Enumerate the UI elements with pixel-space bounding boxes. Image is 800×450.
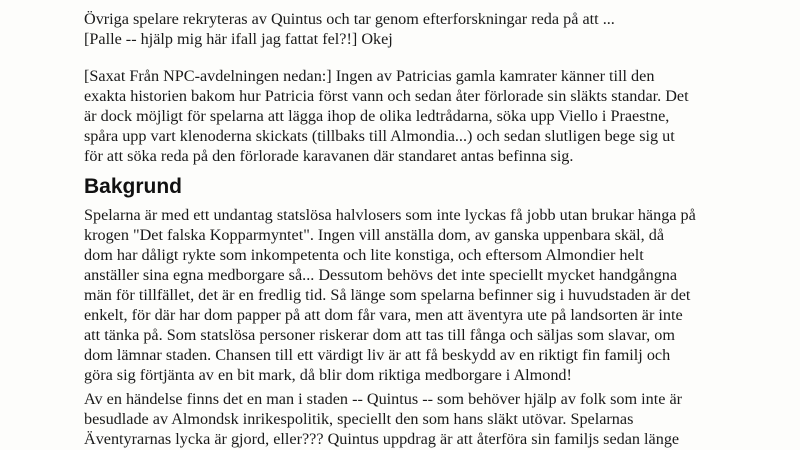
section-heading: Bakgrund — [84, 175, 183, 198]
text-line: besudlade av Almondsk inrikespolitik, speciellt den som hans släkt utövar. Spelarnas — [84, 410, 634, 428]
text-line: Äventyrarnas lycka är gjord, eller??? Quintus uppdrag är att återföra sin familjs sedan länge — [84, 430, 680, 448]
text-line: är dock möjligt för spelarna att lägga ihop de olika ledtrådarna, söka upp Viello i Praestne, — [84, 107, 670, 125]
npc-note-paragraph — [84, 66, 714, 166]
text-line: att tänka på. Som statslösa personer riskerar dom att tas till fånga och säljas som slavar, om — [84, 326, 675, 344]
text-line: krogen "Det falska Kopparmyntet". Ingen vill anställa dom, av ganska uppenbara skäl, då — [84, 226, 665, 244]
text-line: män för tillfället, det är en fredlig tid. Så länge som spelarna befinner sig i huvudstaden är det — [84, 286, 691, 304]
text-line: dom har dåligt rykte som inkompetenta och lite konstiga, och eftersom Almondier helt — [84, 246, 644, 264]
text-line: Av en händelse finns det en man i staden -- Quintus -- som behöver hjälp av folk som inte är — [84, 390, 683, 408]
text-line: [Palle -- hjälp mig här ifall jag fattat fel?!] Okej — [84, 30, 393, 48]
text-line: för att söka reda på den förlorade karavanen där standaret antas befinna sig. — [84, 147, 574, 165]
text-line: [Saxat Från NPC-avdelningen nedan:] Ingen av Patricias gamla kamrater känner till den — [84, 67, 655, 85]
text-line: dom lämnar staden. Chansen till ett värdigt liv är att få beskydd av en riktigt fin familj och — [84, 346, 671, 364]
text-line: Spelarna är med ett undantag statslösa halvlosers som inte lyckas få jobb utan brukar hänga på — [84, 206, 696, 224]
text-line: anställer sina egna medborgare så... Dessutom behövs det inte speciellt mycket handgångna — [84, 266, 678, 284]
background-paragraph — [84, 205, 714, 385]
quintus-paragraph — [84, 389, 714, 449]
text-line: enkelt, för där har dom papper på att dom får vara, men att äventyra ute på landsorten är inte — [84, 306, 683, 324]
intro-paragraph — [84, 9, 714, 49]
text-line: Övriga spelare rekryteras av Quintus och tar genom efterforskningar reda på att ... — [84, 10, 615, 28]
text-line: exakta historien bakom hur Patricia först vann och sedan åter förlorade sin släkts standar. Det — [84, 87, 689, 105]
text-line: göra sig förtjänta av en bit mark, då blir dom riktiga medborgare i Almond! — [84, 366, 572, 384]
text-line: spåra upp vart klenoderna skickats (tillbaks till Almondia...) och sedan slutligen bege sig ut — [84, 127, 675, 145]
